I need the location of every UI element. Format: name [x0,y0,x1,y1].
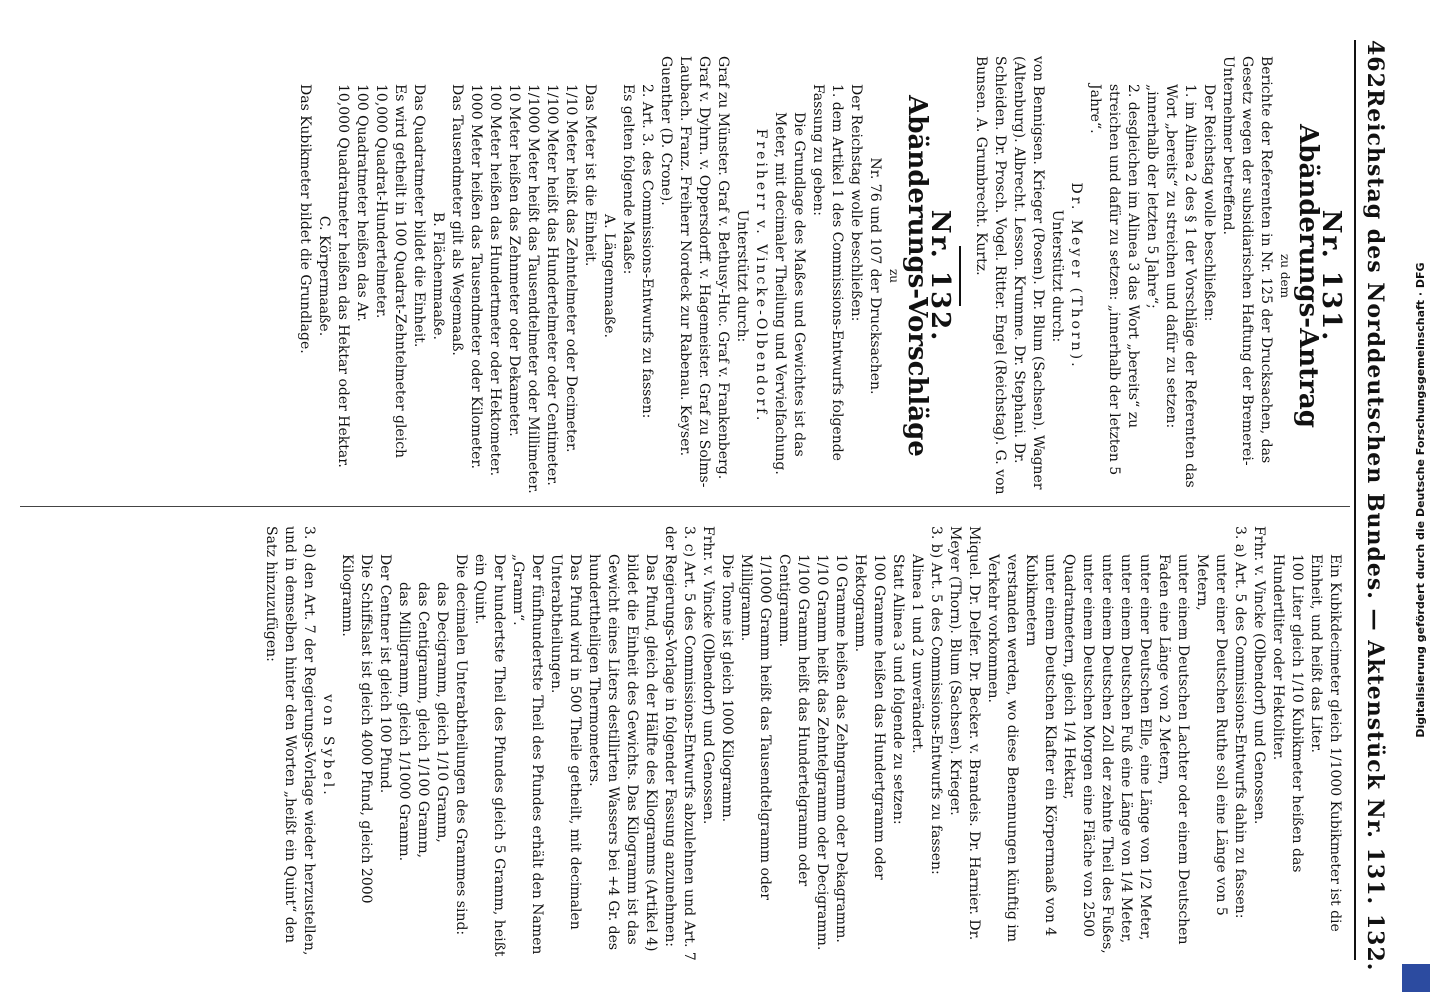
length-3: 1/100 Meter heißt das Hundertelmeter oder Centimeter. [544,84,560,486]
right-line-20: 1/100 Gramm heißt das Hundertelgramm oder Centigramm. [776,554,811,887]
signer-132: Freiherr v. Vincke-Olbendorf. [753,128,769,424]
right-line-5: unter einer Deutschen Ruthe soll eine Länge von 5 Metern, [1194,554,1229,916]
right-line-17: 100 Gramme heißen das Hundertgramm oder Hektogramm. [852,554,887,880]
measures-intro: Es gelten folgende Maaße: [620,84,636,275]
length-5: 10 Meter heißen das Zehnmeter oder Dekameter. [506,84,522,437]
right-line-25: Das Pfund, gleich der Hälfte des Kilogramms (Artikel 4) bildet die Einheit des Gewichts. Das Kilogramm ist das Gewicht eines Liters destillirten Wassers bei +4 Gr. des hunderttheiligen Thermometers. [586,554,659,952]
proposal-art-1: 1. dem Artikel 1 des Commissions-Entwurfs folgende Fassung zu geben: [810,84,845,461]
length-1: Das Meter ist die Einheit. [582,84,598,267]
section-a-heading: A. Längenmaaße. [601,214,617,338]
left-column [295,56,1344,496]
right-line-11: unter einem Deutschen Klafter ein Körpermaaß von 4 Kubikmetern [1023,554,1058,937]
right-signer-1: Frhr. v. Vincke (Olbendorf) und Genossen. [1251,526,1267,825]
right-line-27: Der fünfhundertste Theil des Pfundes erhält den Namen „Gramm“. [510,554,545,955]
right-line-10: unter einem Deutschen Morgen eine Fläche von 2500 Quadratmetern, gleich 1/4 Hektar, [1061,554,1096,938]
referenced-numbers: Nr. 76 und 107 der Drucksachen. [867,157,883,395]
supporters-131: von Bennigsen. Krieger (Posen). Dr. Blum (Sachsen). Wagner (Altenburg). Albrecht. Lesson. Krumme. Dr. Stephani. Dr. Schleiden. Dr. Prosch. Vogel. Ritter. Engel (Reichstag). G. von Bunsen. A. Grumbrecht. Kurtz. [973,56,1046,495]
proposal-3a: 3. a) Art. 5 des Commissions-Entwurfs dahin zu fassen: [1232,526,1248,919]
length-4: 1/1000 Meter heißt das Tausendtelmeter oder Millimeter. [525,84,541,494]
right-line-34: Die Schiffslast ist gleich 4000 Pfund, gleich 2000 Kilogramm. [339,554,374,904]
right-column [261,526,1344,966]
proposal-art-1-text: Die Grundlage des Maßes und Gewichtes ist das Meter, mit decimaler Theilung und Vervielfachung. [772,112,807,475]
right-line-30: das Decigramm, gleich 1/10 Gramm, [434,582,450,843]
right-line-1: Ein Kubikdecimeter gleich 1/1000 Kubikmeter ist die Einheit, und heißt das Liter. [1308,554,1343,932]
right-line-15: Alinea 1 und 2 unverändert. [909,554,925,754]
right-line-16: Statt Alinea 3 und folgende zu setzen: [890,554,906,825]
page-number: 462 [1362,40,1388,89]
document-number-131: Nr. 131. [1316,209,1346,343]
right-line-18: 10 Gramme heißen das Zehngramm oder Dekagramm. [833,554,849,943]
right-line-31: das Centigramm, gleich 1/100 Gramm, [415,582,431,859]
proposal-2: 2. desgleichen im Alinea 3 das Wort „bereits“ zu streichen und dafür zu setzen: „innerhalb der letzten 5 Jahre“. [1087,84,1141,476]
right-line-22: Die Tonne ist gleich 1000 Kilogramm. [719,554,735,823]
right-line-6: unter einem Deutschen Lachter oder einem Deutschen Faden eine Länge von 2 Metern, [1156,554,1191,945]
beschliessen-131: Der Reichstag wolle beschließen: [1201,84,1217,322]
right-line-33: Der Centner ist gleich 100 Pfund. [377,554,393,794]
area-4: 10,000 Quadratmeter heißen das Hektar oder Hektar. [335,84,351,468]
supported-by-label: Unterstützt durch: [1049,209,1065,343]
header-rule [1354,40,1356,960]
right-line-19: 1/10 Gramm heißt das Zehntelgramm oder Decigramm. [814,554,830,951]
digitization-credit-text: Digitalisierung gefördert durch die Deutsche Forschungsgemeinschaft · DFG [1414,262,1427,738]
right-line-2: 100 Liter gleich 1/10 Kubikmeter heißen das Hundertliter oder Hektoliter. [1270,554,1305,873]
document-number-132: Nr. 132. [925,209,955,343]
right-signer-3: Frhr. v. Vincke (Olbendorf) und Genossen. [700,526,716,825]
right-line-7: unter einer Deutschen Elle, eine Länge von 1/2 Meter, [1137,554,1153,941]
proposal-3b: 3. b) Art. 5 des Commissions-Entwurfs zu fassen: [928,526,944,875]
length-7: 1000 Meter heißen das Tausendmeter oder Kilometer. [468,84,484,469]
area-3: 100 Quadratmeter heißen das Ar. [354,84,370,322]
signer-131: Dr. Meyer (Thorn). [1068,182,1084,370]
volume-1: Das Kubikmeter bildet die Grundlage. [297,84,313,354]
column-divider [20,506,1350,507]
length-8: Das Tausendmeter gilt als Wegemaaß. [449,84,465,356]
right-line-29: Die decimalen Unterabtheilungen des Grammes sind: [453,554,469,936]
dfg-logo [1402,964,1430,992]
right-signers-2: Miquel. Dr. Delfer. Dr. Becker. v. Brandeis. Dr. Harnier. Dr. Meyer (Thorn). Blum (Sachsen). Krieger. [947,526,982,941]
right-line-8: unter einem Deutschen Fuß eine Länge von 1/4 Meter, [1118,554,1134,944]
right-line-26: Das Pfund wird in 500 Theile getheilt, mit decimalen Unterabtheilungen. [548,554,583,930]
right-line-28: Der hundertste Theil des Pfundes gleich 5 Gramm, heißt ein Quint. [472,554,507,957]
area-1: Das Quadratmeter bildet die Einheit. [411,84,427,348]
page-header [1358,40,1392,972]
proposal-3d: 3. d) den Art. 7 der Regierungs-Vorlage wieder herzustellen, und in demselben hinter den Worten „heißt ein Quint“ den Satz hinzuzufügen: [263,526,317,956]
section-separator [959,246,961,306]
length-2: 1/10 Meter heißt das Zehntelmeter oder Decimeter. [563,84,579,453]
running-title: Reichstag des Norddeutschen Bundes. — Aktenstück Nr. 131. 132. [1362,88,1388,972]
supported-by-label-2: Unterstützt durch: [734,209,750,343]
length-6: 100 Meter heißen das Hundertmeter oder Hektometer. [487,84,503,477]
proposal-3c: 3. c) Art. 5 des Commissions-Entwurfs abzulehnen und Art. 7 der Regierungs-Vorlage in folgender Fassung anzunehmen: [662,526,697,961]
digitization-credit [1410,0,1432,1000]
intro-131: Berichte der Referenten in Nr. 125 der Drucksachen, das Gesetz wegen der subsidiarischen Haftung der Bremerei-Unternehmer betreffend. [1220,56,1274,466]
right-line-12: verstanden werden, wo diese Benennungen künftig im Verkehr vorkommen. [985,554,1020,943]
right-line-9: unter einem Deutschen Zoll der zehnte Theil des Fußes, [1099,554,1115,954]
title-132: Abänderungs-Vorschläge [902,95,932,457]
right-signer-4: von Sybel. [320,694,336,798]
supporters-132: Graf zu Münster. Graf v. Bethusy-Huc. Graf v. Frankenberg. Graf v. Dyhrn. v. Oppersdorff. v. Hagemeister. Graf zu Solms-Laubach. Franz. Freiherr Nordeck zur Rabenau. Keyser. Guenther (D. Crone). [658,56,731,488]
right-line-21: 1/1000 Gramm heißt das Tausendtelgramm oder Milligramm. [738,554,773,900]
proposal-art-3: 2. Art. 3. des Commissions-Entwurfs zu fassen: [639,84,655,419]
section-b-heading: B. Flächenmaaße. [430,212,446,340]
section-c-heading: C. Körpermaaße. [316,215,332,337]
beschliessen-132: Der Reichstag wolle beschließen: [848,84,864,322]
right-line-32: das Milligramm, gleich 1/1000 Gramm. [396,582,412,862]
title-131: Abänderungs-Antrag [1293,124,1323,428]
zu-dem-label: zu dem [1278,253,1292,299]
area-2: Es wird getheilt in 100 Quadrat-Zehntelmeter gleich 10,000 Quadrat-Hundertelmeter. [373,84,408,459]
zu-label: zu [887,268,901,284]
proposal-1: 1. im Alinea 2 des § 1 der Vorschläge der Referenten das Wort „bereits“ zu streichen und dafür zu setzen: „innerhalb der letzten 5 Jahre“; [1144,84,1198,488]
